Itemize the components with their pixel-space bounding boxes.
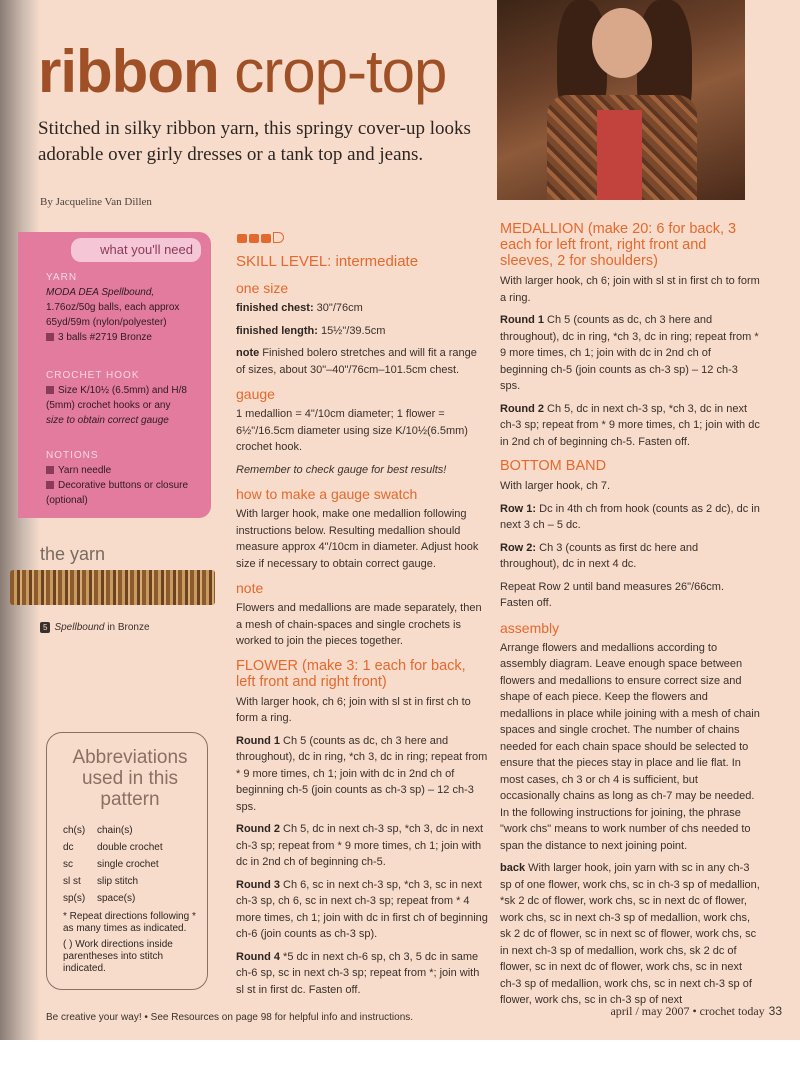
pattern-column-1: SKILL LEVEL: intermediate one size finished chest: 30"/76cm finished length: 15½"/39.5cm note Finished bolero stretches and will fit a range of sizes, about 30"–40"/76cm–101.5cm chest. gauge 1 medallion = 4"/10cm diameter; 1 flower = 6½"/16.5cm diameter using size K/10½(6.5mm) crochet hook. Remember to check gauge for best results! how to make a gauge swatch With larger hook, make one medallion following instructions below. Resulting medallion should measure approx 4"/10cm in diameter. Adjust hook size if necessary to obtain correct gauge. note Flowers and medallions are made separately, then a mesh of chain-spaces and single crochets is worked to join the pieces together. FLOWER (make 3: 1 each for back, left front and right front) With larger hook, ch 6; join with sl st in first ch to form a ring. Round 1 Ch 5 (counts as dc, ch 3 here and throughout), dc in ring, *ch 3, dc in ring; repeat from * 9 more times, ch 1; join with dc in 2nd ch of beginning ch-5 (join counts as ch-3 sp) – 12 ch-3 sps. Round 2 Ch 5, dc in next ch-3 sp, *ch 3, dc in next ch-3 sp; repeat from * 9 more times, ch 1; join with dc in 2nd ch of beginning ch-5. Round 3 Ch 6, sc in next ch-3 sp, *ch 3, sc in next ch-3 sp, ch 6, sc in next ch-3 sp; repeat from * 4 more times, ch 1; join with dc in first ch of beginning ch-6 (join counts as ch-3 sp). Round 4 *5 dc in next ch-6 sp, ch 3, 5 dc in same ch-6 sp, sc in next ch-3 sp; repeat from *; join with sl st in first dc. Fasten off. — [236, 253, 488, 996]
bottom-band-heading: BOTTOM BAND — [500, 458, 607, 474]
skill-level: SKILL LEVEL: intermediate — [236, 253, 419, 270]
abbr-row: ch(s) chain(s) — [63, 825, 133, 836]
assembly-heading: assembly — [500, 619, 560, 636]
page-number: april / may 2007 • crochet today 33 — [610, 1004, 782, 1018]
abbr-note: * Repeat directions following * as many times as indicated. — [63, 911, 196, 934]
flower-heading: FLOWER (make 3: 1 each for back, left front and right front) — [236, 657, 466, 690]
what-you-need-header: what you'll need — [71, 238, 201, 262]
gauge-swatch-heading: how to make a gauge swatch — [236, 486, 418, 502]
yarn-swatch-caption: 5 Spellbound in Bronze — [40, 622, 150, 633]
page-footer: Be creative your way! • See Resources on page 98 for helpful info and instructions. — [46, 1012, 414, 1023]
abbr-row: dc double crochet — [63, 842, 163, 853]
skill-level-hooks-icon — [237, 230, 286, 248]
model-photo — [497, 0, 745, 200]
ribbon-yarn-swatch — [10, 570, 215, 605]
what-you-need-box — [18, 232, 211, 518]
abbr-row: sp(s) space(s) — [63, 893, 136, 904]
bullet-icon — [46, 333, 54, 341]
pattern-column-2: MEDALLION (make 20: 6 for back, 3 each for left front, right front and sleeves, 2 for shoulders) With larger hook, ch 6; join with sl st in first ch to form a ring. Round 1 Ch 5 (counts as dc, ch 3 here and throughout), dc in ring, *ch 3, dc in ring; repeat from * 9 more times, ch 1; join with dc in 2nd ch of beginning ch-5 (join counts as ch-3 sp) – 12 ch-3 sps. Round 2 Ch 5, dc in next ch-3 sp, *ch 3, dc in next ch-3 sp; repeat from * 9 more times, ch 1; join with dc in 2nd ch of beginning ch-5. Fasten off. BOTTOM BAND With larger hook, ch 7. Row 1: Dc in 4th ch from hook (counts as 2 dc), dc in next 3 ch – 5 dc. Row 2: Ch 3 (counts as first dc here and throughout), dc in next 4 dc. Repeat Row 2 until band measures 26"/66cm. Fasten off. assembly Arrange flowers and medallions according to assembly diagram. Leave enough space between flowers and medallions to ensure correct size and shape of each piece. Keep the flowers and medallions in place while joining with a mesh of chain spaces and single crochet. The number of chains needed for each chain space should be selected to ensure that the pieces stay in place and lie flat. In most cases, ch 3 or ch 4 is sufficient, but occasionally chains as long as ch-7 may be needed. In the following instructions for joining, the phrase "work chs" means to work number of chs needed to span the distance to next joining point. back With larger hook, join yarn with sc in any ch-3 sp of one flower, work chs, sc in ch-3 sp of medallion, *sk 2 dc of flower, work chs, sc in next dc of flower, work chs, sc in next ch-3 sp of medallion, work chs, sk 2 dc of flower, sc in next sc of flower, work chs, sc in next ch-3 sp of medallion, work chs, sk 2 dc of flower, sc in next dc of flower, work chs, sc in next ch-3 sp of medallion, work chs, sc in next ch-3 sp of flower, work chs, sc in ch-3 sp of next — [500, 221, 760, 1006]
yarn-heading: the yarn — [40, 544, 106, 564]
page-title: ribbon crop-top — [38, 38, 447, 105]
gauge-heading: gauge — [236, 386, 275, 402]
abbreviations-title: Abbreviations used in this pattern — [72, 747, 188, 810]
notions-section: NOTIONS Yarn needle Decorative buttons or closure (optional) — [46, 450, 189, 506]
yarn-section: YARN MODA DEA Spellbound, 1.76oz/50g balls, each approx 65yd/59m (nylon/polyester) 3 balls #2719 Bronze — [46, 272, 180, 343]
note-heading: note — [236, 580, 264, 596]
intro-text: Stitched in silky ribbon yarn, this springy cover-up looks adorable over girly dresses or a tank top and jeans. — [38, 118, 471, 165]
abbr-row: sl st slip stitch — [63, 876, 139, 887]
bullet-icon — [46, 466, 54, 474]
abbr-note: ( ) Work directions inside parentheses into stitch indicated. — [63, 939, 173, 974]
medallion-heading: MEDALLION (make 20: 6 for back, 3 each for left front, right front and sleeves, 2 for shoulders) — [500, 221, 737, 269]
abbreviations-box — [46, 732, 208, 990]
size-heading: one size — [236, 280, 289, 296]
abbr-row: sc single crochet — [63, 859, 159, 870]
binding-shadow — [0, 0, 40, 1040]
hook-section: CROCHET HOOK Size K/10½ (6.5mm) and H/8 (5mm) crochet hooks or any size to obtain correct gauge — [46, 370, 187, 426]
bullet-icon — [46, 386, 54, 394]
byline: By Jacqueline Van Dillen — [40, 196, 152, 208]
bullet-icon — [46, 481, 54, 489]
